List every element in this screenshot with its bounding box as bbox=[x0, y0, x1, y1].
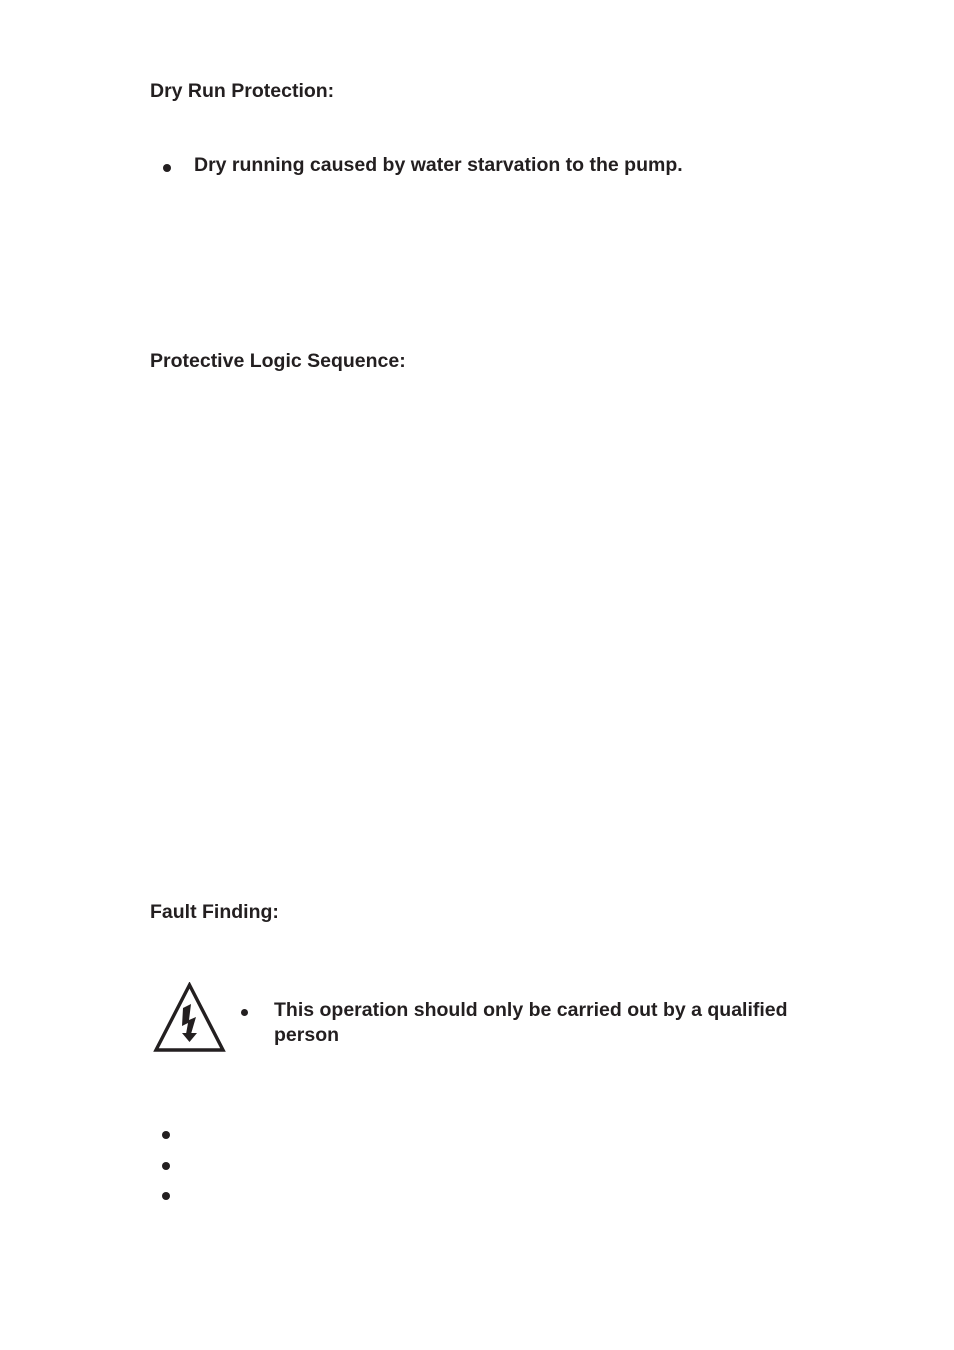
fault-finding-heading: Fault Finding: bbox=[150, 901, 279, 923]
empty-bullet-dot bbox=[162, 1162, 170, 1170]
bullet-dot bbox=[163, 164, 171, 172]
bullet-dot bbox=[241, 1009, 248, 1016]
dry-run-protection-heading: Dry Run Protection: bbox=[150, 80, 335, 102]
qualified-person-warning-text: This operation should only be carried out by a qualified person bbox=[274, 999, 788, 1046]
protective-logic-sequence-heading: Protective Logic Sequence: bbox=[150, 350, 406, 372]
empty-bullet-dot bbox=[162, 1192, 170, 1200]
empty-bullet-dot bbox=[162, 1131, 170, 1139]
dry-run-bullet-text: Dry running caused by water starvation to the pump. bbox=[194, 154, 683, 176]
electrical-hazard-triangle-icon bbox=[153, 982, 226, 1054]
